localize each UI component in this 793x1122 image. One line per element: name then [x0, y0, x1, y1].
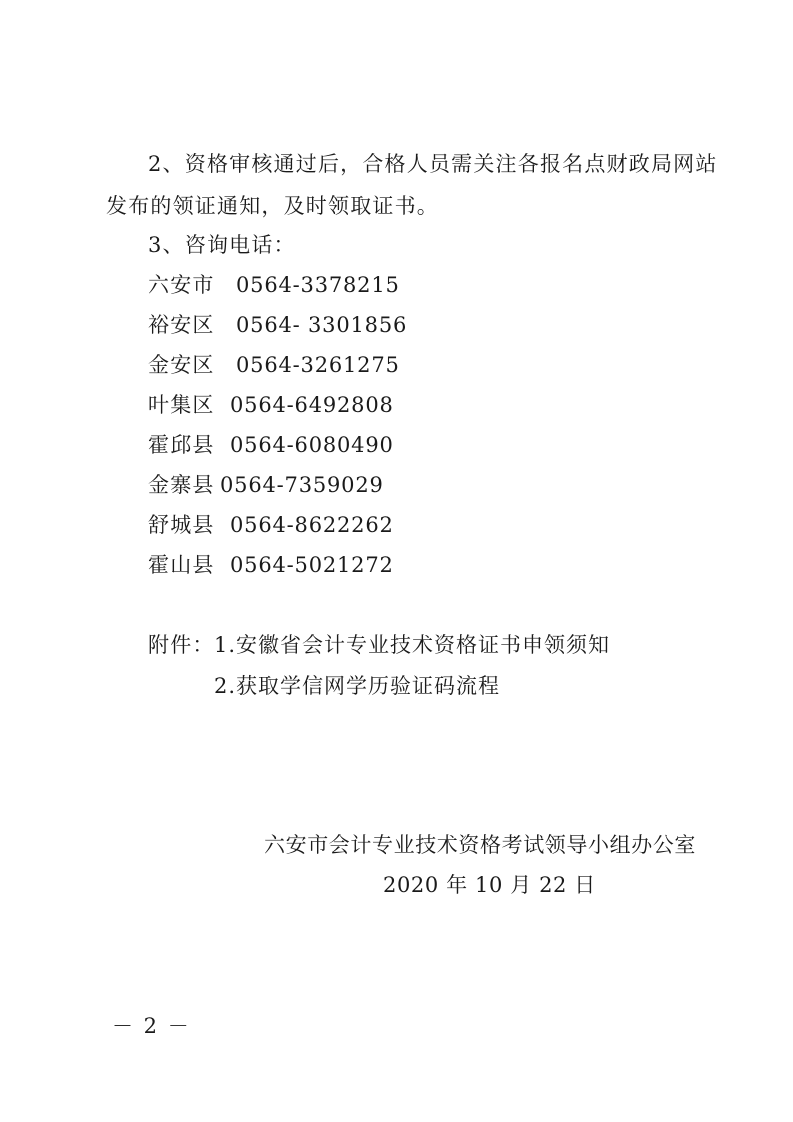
contact-row-huoshan	[148, 551, 394, 579]
contact-name: 霍邱县	[148, 433, 215, 457]
attachments-label: 附件：	[148, 633, 215, 657]
signature-date: 2020 年 10 月 22 日	[383, 873, 596, 897]
contact-name: 舒城县	[148, 513, 215, 537]
contact-row-yeji	[148, 391, 394, 419]
attachment-item-1: 1.安徽省会计专业技术资格证书申领须知	[214, 633, 611, 657]
contact-row-huoqiu	[148, 431, 394, 459]
attachment-item-2: 2.获取学信网学历验证码流程	[214, 674, 501, 698]
contact-name: 金寨县	[148, 473, 215, 497]
contact-name: 金安区	[148, 353, 215, 377]
contact-name: 霍山县	[148, 553, 215, 577]
contact-name: 叶集区	[148, 393, 215, 417]
item2-line2: 发布的领证通知，及时领取证书。	[106, 194, 439, 218]
contact-row-jinan	[148, 351, 400, 379]
contact-phone: 0564-3261275	[236, 353, 400, 377]
contact-phone: 0564-7359029	[220, 473, 384, 497]
contact-name: 六安市	[148, 273, 215, 297]
contact-name: 裕安区	[148, 313, 215, 337]
contact-phone: 0564-3378215	[236, 273, 400, 297]
item3-heading: 3、咨询电话：	[148, 233, 296, 257]
page-number: － 2 －	[112, 1014, 191, 1038]
contact-phone: 0564- 3301856	[236, 313, 408, 337]
contact-row-jinzhai	[148, 471, 384, 499]
contact-phone: 0564-8622262	[230, 513, 394, 537]
contact-phone: 0564-6080490	[230, 433, 394, 457]
item2-line1: 2、资格审核通过后，合格人员需关注各报名点财政局网站	[148, 152, 718, 176]
contact-phone: 0564-6492808	[230, 393, 394, 417]
contact-row-liuan	[148, 271, 400, 299]
contact-row-shucheng	[148, 511, 394, 539]
contact-row-yuan	[148, 311, 407, 339]
signature-organization: 六安市会计专业技术资格考试领导小组办公室	[264, 833, 696, 857]
contact-phone: 0564-5021272	[230, 553, 394, 577]
